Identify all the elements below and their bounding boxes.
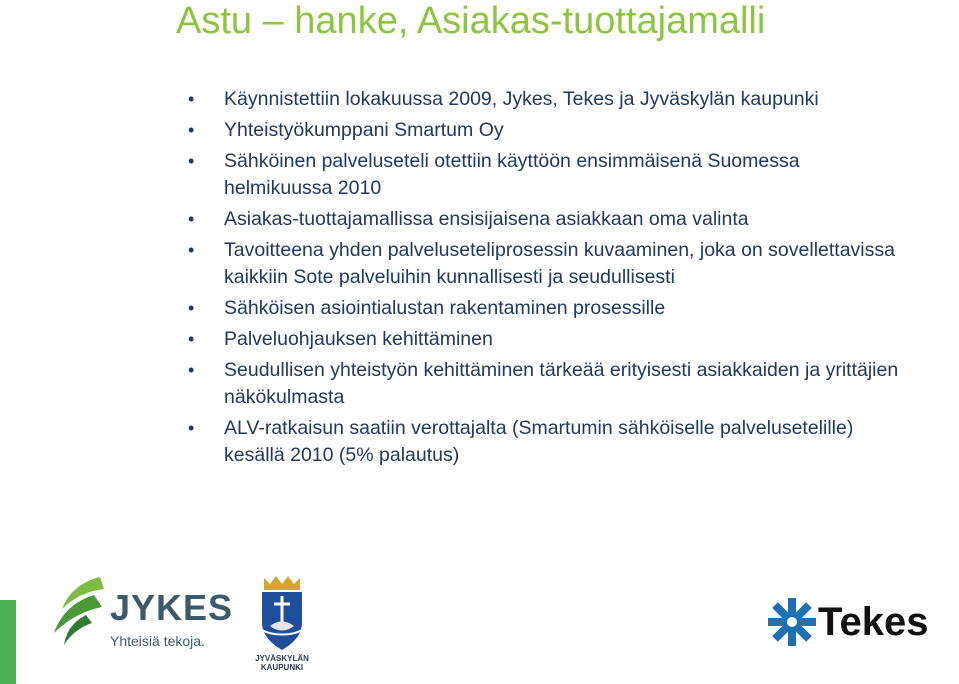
tekes-wordmark: Tekes	[818, 600, 929, 644]
bullet-item: • Seudullisen yhteistyön kehittäminen tärkeää erityisesti asiakkaiden ja yrittäjien näkökulmasta	[188, 357, 908, 411]
bullet-list	[188, 86, 908, 473]
tekes-star-icon	[768, 596, 816, 648]
jyvaskyla-city-logo	[250, 574, 314, 684]
bullet-item: • Asiakas-tuottajamallissa ensisijaisena asiakkaan oma valinta	[188, 206, 908, 233]
bullet-item: • ALV-ratkaisun saatiin verottajalta (Smartumin sähköiselle palvelusetelille) kesällä 2010 (5% palautus)	[188, 415, 908, 469]
tekes-logo	[768, 596, 954, 652]
slide-title: Astu – hanke, Asiakas-tuottajamalli	[176, 0, 766, 42]
bullet-item: • Sähköinen palveluseteli otettiin käyttöön ensimmäisenä Suomessa helmikuussa 2010	[188, 148, 908, 202]
bullet-item: • Yhteistyökumppani Smartum Oy	[188, 117, 908, 144]
accent-bar	[0, 600, 16, 684]
city-name-line1: JYVÄSKYLÄN	[255, 654, 309, 663]
city-name-line2: KAUPUNKI	[260, 663, 304, 672]
jykes-logo	[52, 575, 232, 655]
jykes-swoosh-icon	[52, 575, 108, 651]
bullet-item: • Palveluohjauksen kehittäminen	[188, 326, 908, 353]
city-name	[250, 654, 314, 672]
bullet-item: • Käynnistettiin lokakuussa 2009, Jykes, Tekes ja Jyväskylän kaupunki	[188, 86, 908, 113]
jykes-tagline: Yhteisiä tekoja.	[110, 633, 205, 649]
bullet-item: • Tavoitteena yhden palveluseteliprosessin kuvaaminen, joka on sovellettavissa kaikkiin Sote palveluihin kunnallisesti ja seudullisesti	[188, 237, 908, 291]
jykes-wordmark: JYKES	[110, 587, 234, 628]
bullet-item: • Sähköisen asiointialustan rakentaminen prosessille	[188, 295, 908, 322]
city-coat-of-arms-icon	[250, 574, 314, 652]
